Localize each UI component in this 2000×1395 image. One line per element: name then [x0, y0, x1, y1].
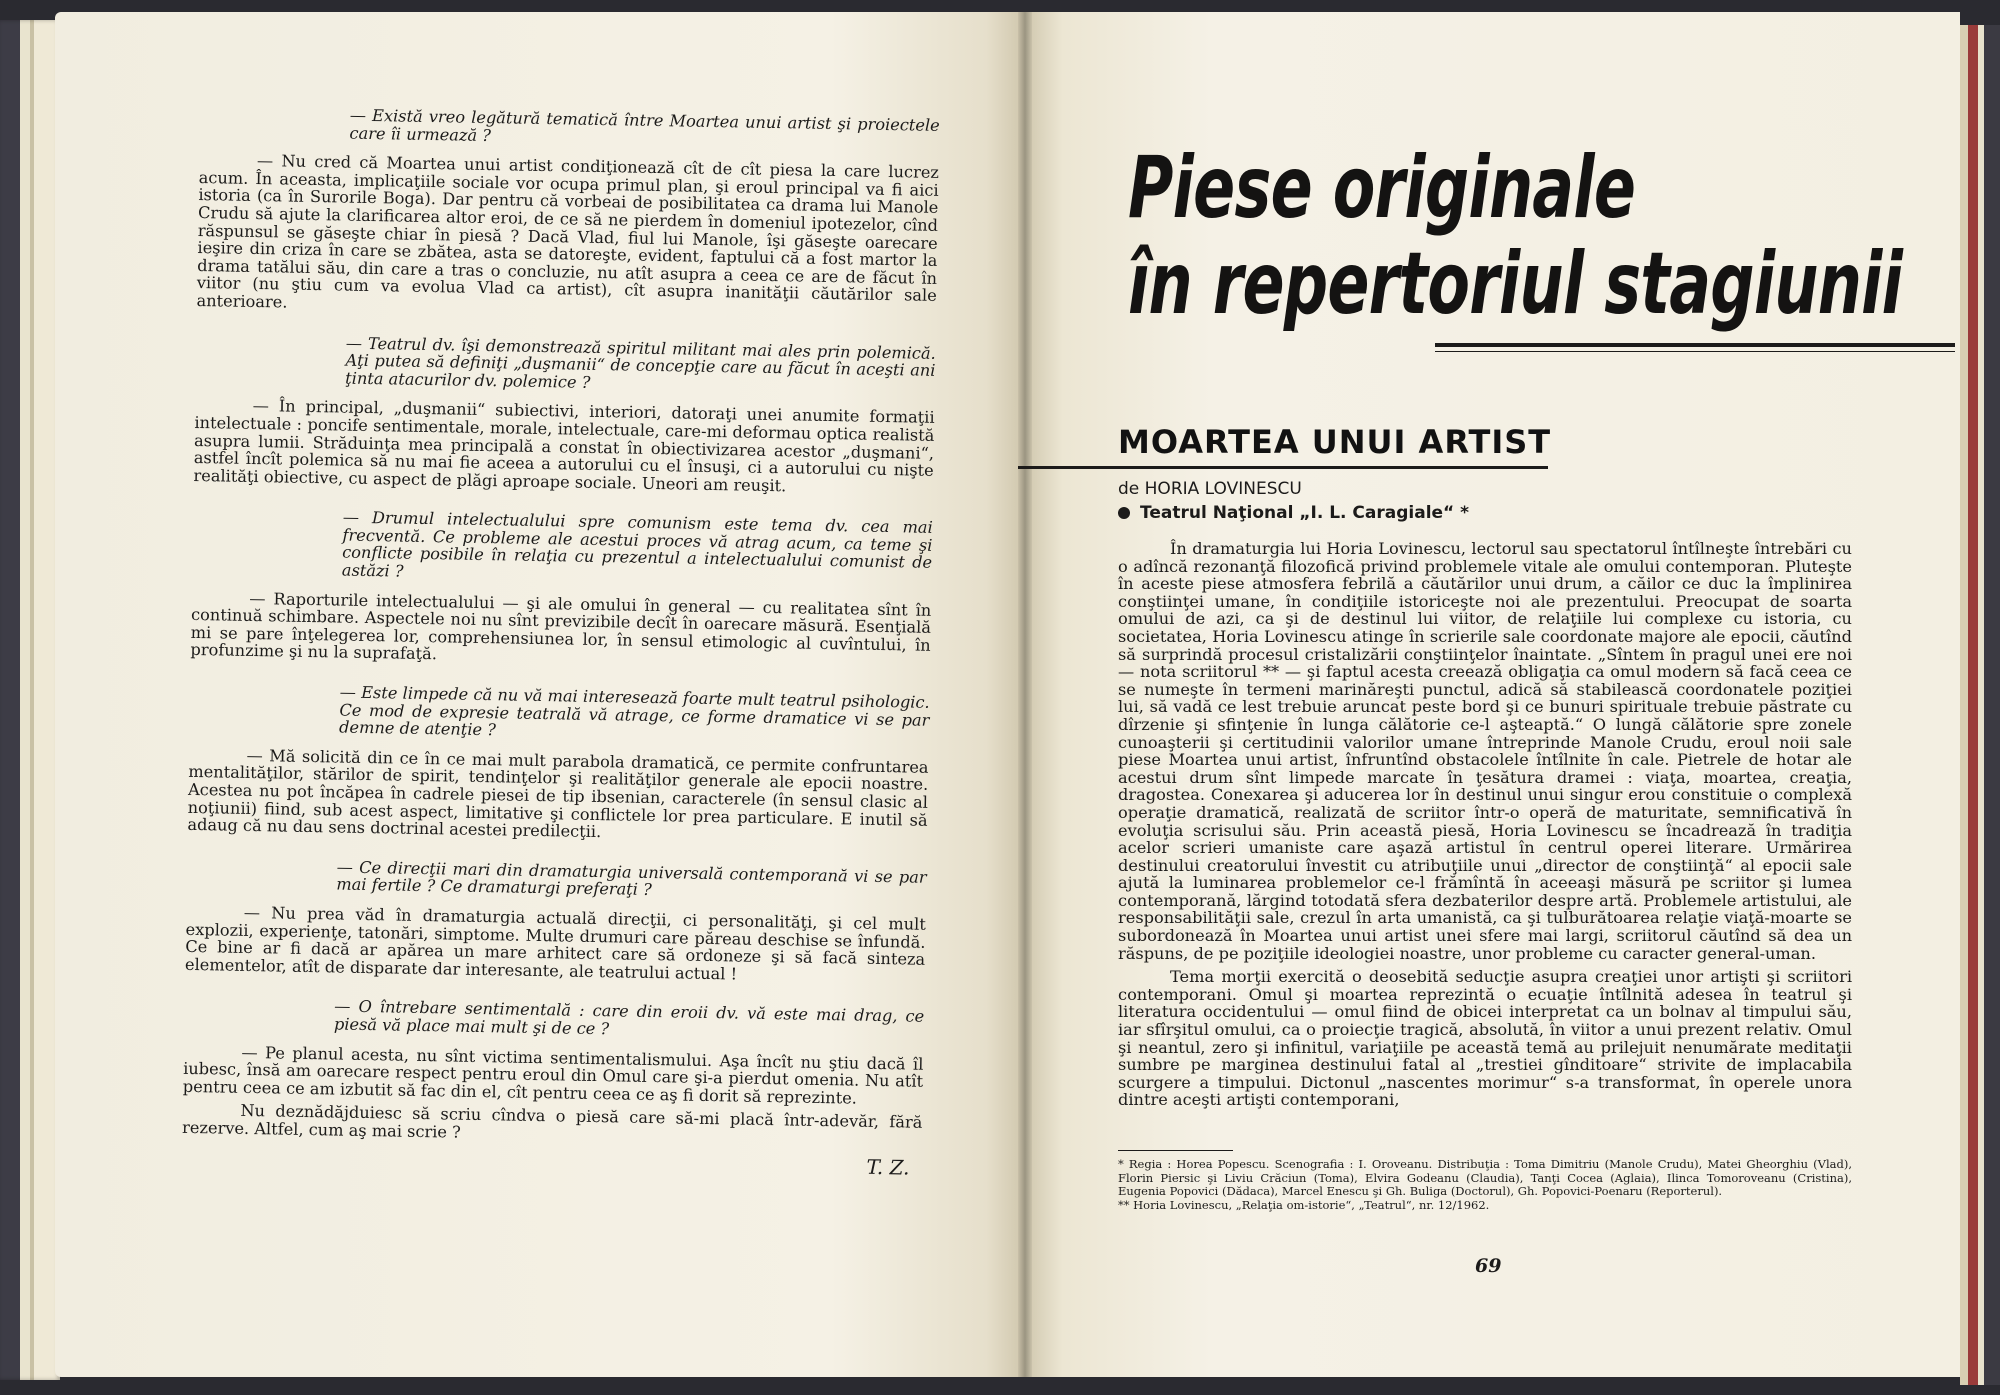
article-body [1118, 540, 1852, 1109]
article-paragraph: În dramaturgia lui Horia Lovinescu, lectorul sau spectatorul întîlneşte întrebări cu o adîncă rezonanţă filozofică privind problemele vitale ale omului contemporan. Pluteşte în aceste piese atmosfera febrilă a căutărilor unui drum, a căilor ce duc la împlinirea conştiinţei umane, în condiţiile istoriceşte noi ale prezentului. Preocupat de soarta omului de azi, ca şi de destinul lui viitor, de relaţiile lui complexe cu istoria, cu societatea, Horia Lovinescu atinge în scrierile sale coordonate majore ale epocii, căutînd să surprindă procesul cristalizării conştiinţelor înaintate. „Sîntem în pragul unei ere noi — nota scriitorul ** — şi faptul acesta creează obligaţia ca omul modern să facă ceea ce se numeşte în termeni marinăreşti punctul, adică să stabilească coordonatele poziţiei lui, să vadă ce lest trebuie aruncat peste bord şi ce bunuri spirituale trebuie păstrate cu dîrzenie şi sfinţenie în lunga călătorie ce-l aşteaptă.“ O lungă călătorie spre zonele cunoaşterii şi certitudinii valorilor umane întreprinde Manole Crudu, eroul noii sale piese Moartea unui artist, înfruntînd obstacolele întîlnite în cale. Pietrele de hotar ale acestui drum sînt limpede marcate în ţesătura dramei : viaţa, moartea, creaţia, dragostea. Conexarea şi aducerea lor în destinul unui singur erou constituie o complexă operaţie dramatică, realizată de scriitor într-o operă de maturitate, semnificativă în evoluţia scrisului său. Prin această piesă, Horia Lovinescu se încadrează în tradiţia acelor scrieri umaniste care aşază artistul în centrul operei literare. Urmărirea destinului creatorului învestit cu atribuţiile unui „director de conştiinţă“ al epocii sale ajută la luminarea problemelor ce-l frămîntă în aceeaşi măsură pe scriitor şi lumea contemporană, lărgind totodată sfera dezbaterilor despre artă. Problemele artistului, ale responsabilităţii sale, crezul în arta umanistă, ca şi tulburătoarea relaţie viaţă-moarte se subordonează în Moartea unui artist unei sfere mai largi, scriitorul căutînd să dea un răspuns, de pe poziţiile ideologiei noastre, unor probleme cu caracter general-uman. [1118, 539, 1852, 963]
interview-question: — Ce direcţii mari din dramaturgia universală contemporană vi se par mai fertile ? Ce dramaturgi preferaţi ? [336, 857, 927, 900]
title-rule [1018, 466, 1548, 469]
headline-rule-thin [1435, 351, 1955, 352]
article-paragraph: Tema morţii exercită o deosebită seducţie asupra creaţiei unor artişti şi scriitori contemporani. Omul şi moartea reprezintă o ecuaţie întîlnită adesea în teatrul şi literatura occidentului — omul fiind de obicei interpretat ca un bolnav al timpului său, iar sfîrşitul omului, ca o proiecţie tragică, absolută, în viitor a unui prezent relativ. Omul şi neantul, zero şi infinitul, variaţiile pe această temă au prilejuit nenumărate meditaţii sumbre pe marginea destinului fatal al „trestiei gînditoare“ strivite de implacabila scurgere a timpului. Dictonul „nascentes morimur“ s-a transformat, în operele unora dintre aceşti artişti contemporani, [1118, 967, 1852, 1110]
interview-answer: — Nu prea văd în dramaturgia actuală direcţii, ci personalităţi, şi cel mult explozii, experienţe, tatonări, simptome. Multe drumuri care păreau deschise se înfundă. Ce bine ar fi dacă ar apărea un mare arhitect care să ordoneze şi să facă sinteza elementelor, atît de disparate dar interesante, ale teatrului actual ! [184, 902, 926, 984]
interview-column [181, 104, 940, 1180]
footnote-credits: * Regia : Horea Popescu. Scenografia : I. Oroveanu. Distribuţia : Toma Dimitriu (Manole Crudu), Matei Gheorghiu (Vlad), Florin Piersic şi Liviu Crăciun (Toma), Elvira Godeanu (Claudia), Tanţi Cocea (Aglaia), Ilinca Tomoroveanu (Cristina), Eugenia Popovici (Dădaca), Marcel Enescu şi Gh. Buliga (Doctorul), Gh. Popovici-Poenaru (Reporterul). [1118, 1157, 1852, 1198]
footnotes [1118, 1158, 1852, 1212]
page-headline [1128, 138, 1903, 334]
book-right-edge [1960, 25, 2000, 1385]
footnote-reference: ** Horia Lovinescu, „Relaţia om-istorie“, „Teatrul“, nr. 12/1962. [1118, 1197, 1490, 1212]
theatre-line [1118, 501, 1469, 525]
book-gutter [1018, 12, 1032, 1377]
headline-line-2: în repertoriul stagiunii [1128, 234, 1903, 334]
interview-question: — Este limpede că nu vă mai interesează foarte mult teatrul psihologic. Ce mod de expresie teatrală vă atrage, ce forme dramatice vi se par demne de atenţie ? [338, 682, 930, 740]
interview-question: — Teatrul dv. îşi demonstrează spiritul militant mai ales prin polemică. Aţi putea să definiţi „duşmanii“ de concepţie care au făcut în aceşti ani ţinta atacurilor dv. polemice ? [345, 333, 936, 392]
author-signature: T. Z. [866, 1154, 910, 1180]
interview-answer: — Mă solicită din ce în ce mai mult parabola dramatică, ce permite confruntarea mentalităţilor, stărilor de spirit, tendinţelor şi realităţilor generale ale epocii noastre. Acestea nu pot încăpea în cadrele piesei de tip ibsenian, caracterele (în sensul clasic al noţiunii) fiind, sub acest aspect, limitative şi conflictele lor prea particulare. E inutil să adaug că nu dau sens doctrinal acestei predilecţii. [187, 745, 929, 842]
footnote-rule [1118, 1150, 1233, 1151]
book-left-edge [0, 20, 60, 1380]
headline-line-1: Piese originale [1128, 138, 1636, 238]
interview-question: — Există vreo legătură tematică între Moartea unui artist şi proiectele care îi urmează ? [349, 105, 940, 145]
interview-question: — O întrebare sentimentală : care din eroii dv. vă este mai drag, ce piesă vă place mai mult şi de ce ? [333, 996, 925, 1039]
interview-answer: Nu deznădăjduiesc să scriu cîndva o piesă care să-mi placă într-adevăr, fără rezerve. Altfel, cum aş mai scrie ? [181, 1101, 923, 1142]
interview-answer: — Raporturile intelectualului — şi ale omului în general — cu realitatea sînt în continuă schimbare. Aspectele noi nu sînt previzibile decît în oarecare măsură. Esenţială mi se pare înţelegerea lor, comprehensiunea lor, în sensul etimologic al cuvîntului, în profunzime şi nu la suprafaţă. [190, 588, 932, 664]
article-byline [1118, 477, 1469, 525]
interview-question: — Drumul intelectualului spre comunism este tema dv. cea mai frecventă. Ce probleme ale acestui proces vă atrag acum, ca teme şi conflicte posibile în relaţia cu prezentul a intelectualului comunist de astăzi ? [341, 507, 933, 581]
interview-answer: — În principal, „duşmanii“ subiectivi, interiori, datoraţi unei anumite formaţii intelectuale : poncife sentimentale, morale, intelectuale, care-mi deformau optica realistă asupra lumii. Străduinţa mea principală a constat în obiectivizarea acestor „duşmani“, astfel încît polemica să nu mai fie aceea a autorului cu el însuşi, ci a autorului cu nişte realităţi obiective, cu aspect de plăgi aproape sociale. Uneori am reuşit. [193, 396, 935, 495]
page-number: 69 [1475, 1255, 1502, 1277]
author-name: de HORIA LOVINESCU [1118, 479, 1302, 499]
interview-answer: — Pe planul acesta, nu sînt victima sentimentalismului. Aşa încît nu ştiu dacă îl iubesc, însă am oarecare respect pentru eroul din Omul care şi-a pierdut omenia. Nu atît pentru ceea ce am izbutit să fac din el, cît pentru ceea ce aş fi dorit să reprezinte. [182, 1042, 924, 1108]
article-title: MOARTEA UNUI ARTIST [1118, 423, 1552, 461]
interview-answer: — Nu cred că Moartea unui artist condiţionează cît de cît piesa la care lucrez acum. În aceasta, implicaţiile sociale vor ocupa primul plan, şi eroul principal va fi aici istoria (ca în Surorile Boga). Dar pentru că vorbeai de posibilitatea ca drama lui Manole Crudu să ajute la clarificarea altor eroi, de ce să ne pierdem în domeniul ipotezelor, cînd răspunsul se găseşte chiar în piesă ? Dacă Vlad, fiul lui Manole, îşi găseşte oarecare ieşire din criza în care se zbătea, asta se datoreşte, evident, faptului că a fost martor la drama tatălui său, din care a tras o concluzie, nu atît asupra a ceea ce are de făcut în viitor (nu ştiu cum va evolua Vlad ca artist), cît asupra inanităţii căutărilor sale anterioare. [196, 151, 940, 312]
headline-rule [1435, 343, 1955, 347]
bullet-icon [1118, 507, 1130, 519]
theatre-name: Teatrul Naţional „I. L. Caragiale“ * [1140, 503, 1470, 523]
